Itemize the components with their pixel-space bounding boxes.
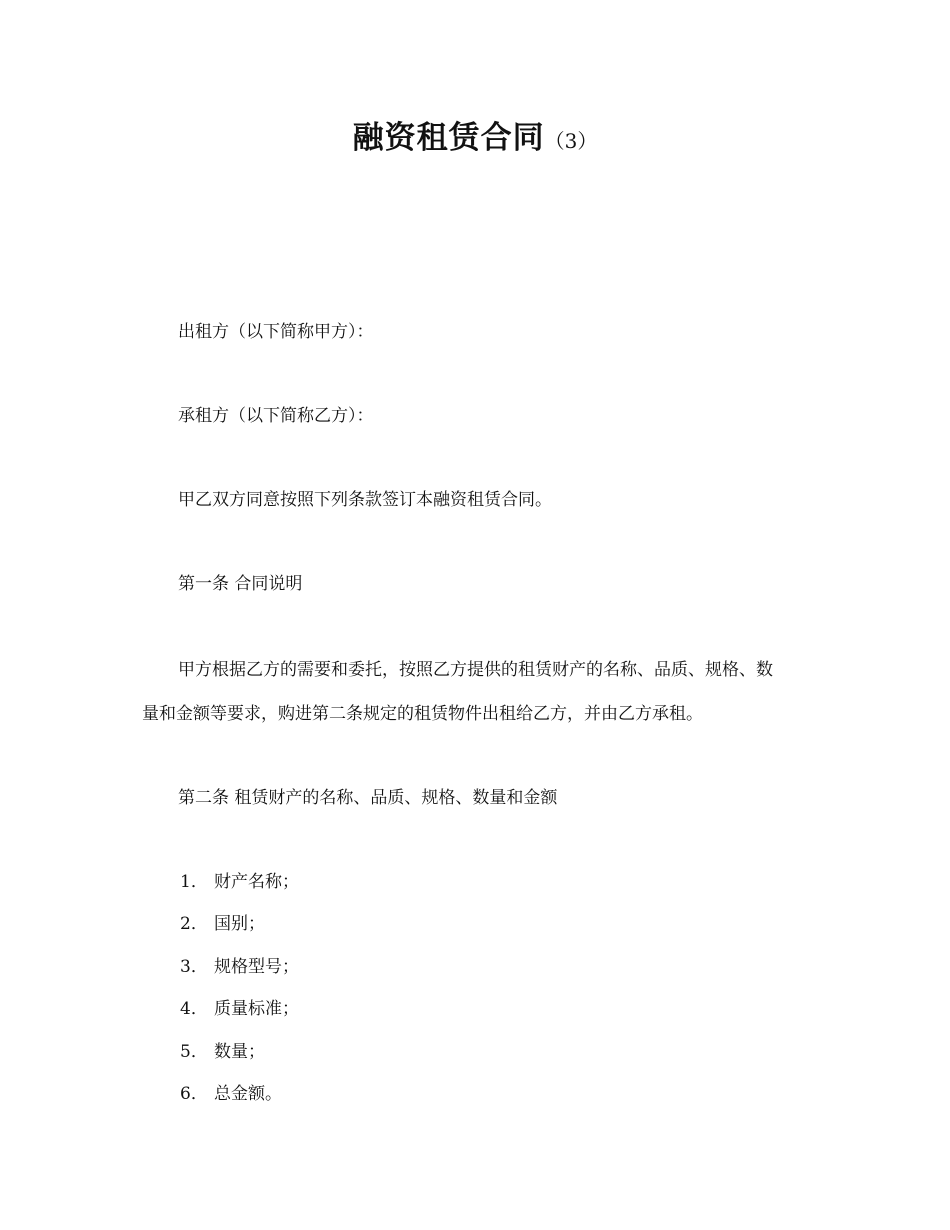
list-item-text: 数量； <box>214 1042 265 1062</box>
list-item-text: 质量标准； <box>214 999 299 1019</box>
list-item <box>180 870 299 894</box>
intro-paragraph: 甲乙双方同意按照下列条款签订本融资租赁合同。 <box>178 490 552 510</box>
list-item <box>180 955 299 979</box>
list-item-number: 1． <box>180 872 208 892</box>
list-item-text: 规格型号； <box>214 957 299 977</box>
list-item-number: 3． <box>180 957 208 977</box>
article1-heading: 第一条 合同说明 <box>178 574 303 594</box>
title-suffix: （3） <box>544 129 598 153</box>
list-item-number: 6． <box>180 1084 208 1104</box>
list-item-number: 5． <box>180 1042 208 1062</box>
list-item <box>180 997 299 1021</box>
document-title <box>0 112 950 157</box>
article2-heading: 第二条 租赁财产的名称、品质、规格、数量和金额 <box>178 788 558 808</box>
list-item-text: 财产名称； <box>214 872 299 892</box>
list-item <box>180 1040 265 1064</box>
list-item <box>180 1082 282 1106</box>
list-item-number: 2． <box>180 914 208 934</box>
article1-body-line1: 甲方根据乙方的需要和委托，按照乙方提供的租赁财产的名称、品质、规格、数 <box>178 660 773 680</box>
list-item-text: 总金额。 <box>214 1084 282 1104</box>
lessor-line: 出租方（以下简称甲方）： <box>178 322 374 342</box>
lessee-line: 承租方（以下简称乙方）： <box>178 406 374 426</box>
article1-body-line2: 量和金额等要求，购进第二条规定的租赁物件出租给乙方，并由乙方承租。 <box>142 704 703 724</box>
list-item-text: 国别； <box>214 914 265 934</box>
list-item-number: 4． <box>180 999 208 1019</box>
list-item <box>180 912 265 936</box>
title-main: 融资租赁合同 <box>352 120 545 156</box>
